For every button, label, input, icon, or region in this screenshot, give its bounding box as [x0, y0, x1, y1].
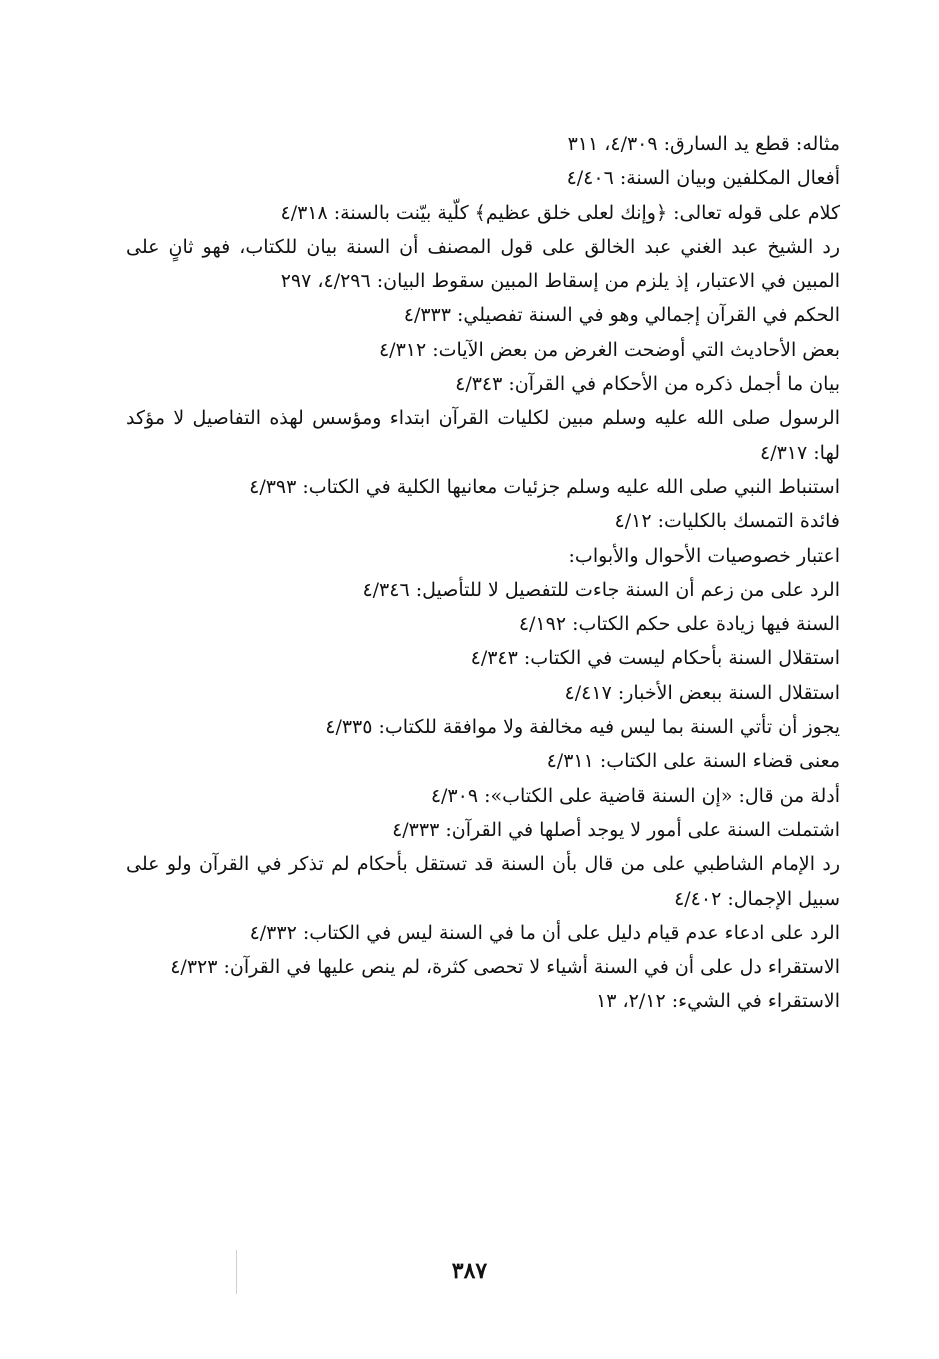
index-entry: أدلة من قال: «إن السنة قاضية على الكتاب»: ٤/٣٠٩	[430, 784, 840, 807]
index-entry: الرد على من زعم أن السنة جاءت للتفصيل لا للتأصيل: ٤/٣٤٦	[362, 578, 840, 601]
index-entries	[126, 127, 840, 1019]
index-entry: السنة فيها زيادة على حكم الكتاب: ٤/١٩٢	[518, 613, 840, 636]
index-entry: الاستقراء في الشيء: ٢/١٢، ١٣	[596, 990, 840, 1013]
index-entry: بعض الأحاديث التي أوضحت الغرض من بعض الآيات: ٤/٣١٢	[378, 338, 840, 361]
index-entry: استقلال السنة بأحكام ليست في الكتاب: ٤/٣٤٣	[470, 647, 840, 670]
index-entry: الاستقراء دل على أن في السنة أشياء لا تحصى كثرة، لم ينص عليها في القرآن: ٤/٣٢٣	[170, 956, 840, 979]
index-entry: أفعال المكلفين وبيان السنة: ٤/٤٠٦	[566, 167, 840, 190]
index-entry: استقلال السنة ببعض الأخبار: ٤/٤١٧	[564, 681, 840, 704]
page-number: ٣٨٧	[451, 1258, 488, 1284]
index-entry: الرسول صلى الله عليه وسلم مبين لكليات القرآن ابتداء ومؤسس لهذه التفاصيل لا مؤكد لها: ٤/٣١٧	[126, 407, 840, 464]
index-entry: الحكم في القرآن إجمالي وهو في السنة تفصيلي: ٤/٣٣٣	[403, 304, 840, 327]
index-entry: رد الإمام الشاطبي على من قال بأن السنة قد تستقل بأحكام لم تذكر في القرآن ولو على سبيل الإجمال: ٤/٤٠٢	[126, 853, 840, 910]
index-entry: فائدة التمسك بالكليات: ٤/١٢	[614, 510, 840, 533]
index-entry: الرد على ادعاء عدم قيام دليل على أن ما في السنة ليس في الكتاب: ٤/٣٣٢	[249, 921, 840, 944]
index-entry: اشتملت السنة على أمور لا يوجد أصلها في القرآن: ٤/٣٣٣	[392, 818, 840, 841]
index-entry: يجوز أن تأتي السنة بما ليس فيه مخالفة ولا موافقة للكتاب: ٤/٣٣٥	[325, 716, 840, 739]
index-entry: اعتبار خصوصيات الأحوال والأبواب:	[568, 544, 840, 567]
index-entry: استنباط النبي صلى الله عليه وسلم جزئيات معانيها الكلية في الكتاب: ٤/٣٩٣	[249, 475, 840, 498]
index-entry: رد الشيخ عبد الغني عبد الخالق على قول المصنف أن السنة بيان للكتاب، فهو ثانٍ على المبين في الاعتبار، إذ يلزم من إسقاط المبين سقوط البيان: ٤/٢٩٦، ٢٩٧	[126, 235, 840, 293]
index-entry: مثاله: قطع يد السارق: ٤/٣٠٩، ٣١١	[567, 133, 840, 155]
index-entry: كلام على قوله تعالى: ﴿وإنك لعلى خلق عظيم﴾ كلّية بيّنت بالسنة: ٤/٣١٨	[280, 201, 840, 224]
index-entry: معنى قضاء السنة على الكتاب: ٤/٣١١	[546, 750, 840, 773]
index-entry: بيان ما أجمل ذكره من الأحكام في القرآن: ٤/٣٤٣	[455, 373, 840, 396]
